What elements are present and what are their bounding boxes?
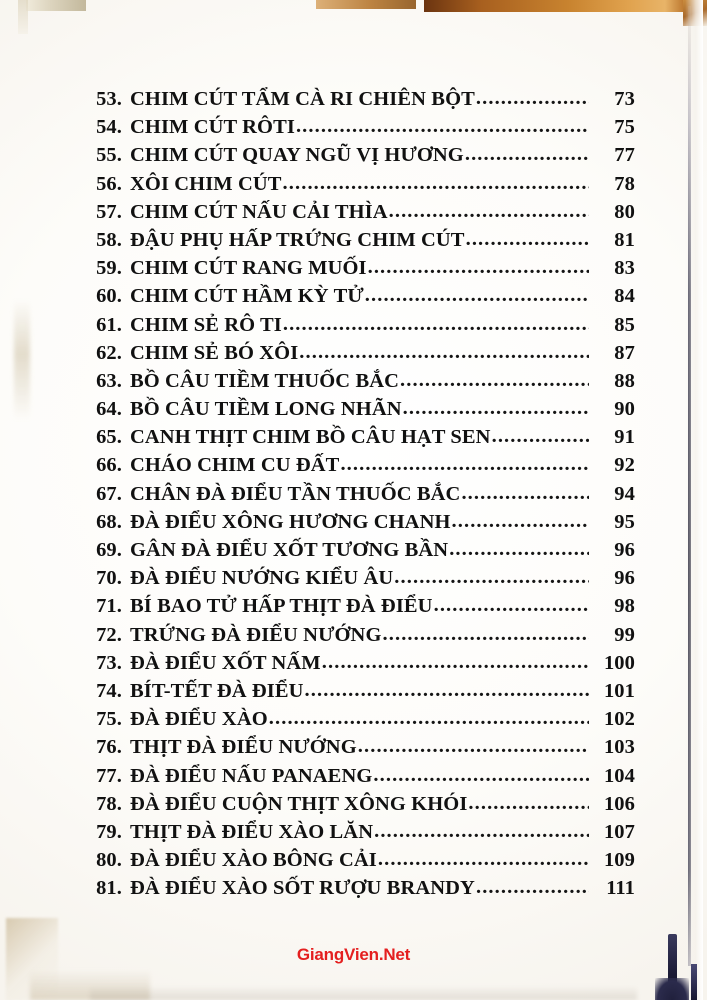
- toc-entry-leader-dots: [449, 538, 589, 561]
- toc-entry-leader-dots: [283, 172, 589, 195]
- toc-entry-title: ĐÀ ĐIỂU CUỘN THỊT XÔNG KHÓI: [130, 792, 468, 815]
- toc-entry: [0, 539, 707, 567]
- toc-entry-leader-dots: [299, 341, 589, 364]
- toc-entry-leader-dots: [389, 200, 589, 223]
- toc-entry-leader-dots: [452, 510, 589, 533]
- background-object-edge: [691, 964, 697, 1000]
- toc-entry-leader-dots: [365, 284, 589, 307]
- toc-entry-page-number: 95: [614, 510, 635, 533]
- toc-entry-title: THỊT ĐÀ ĐIỂU XÀO LĂN: [130, 820, 374, 843]
- toc-entry-leader-dots: [461, 482, 589, 505]
- toc-entry-title: ĐÀ ĐIỂU XÀO: [130, 708, 268, 731]
- toc-entry-title: BỒ CÂU TIỀM LONG NHÃN: [130, 398, 402, 421]
- toc-entry: [0, 793, 707, 821]
- toc-entry-leader-dots: [492, 425, 589, 448]
- toc-entry-number: 56 .: [96, 173, 122, 196]
- toc-entry-number: 55 .: [96, 144, 122, 167]
- toc-entry-number: 61 .: [96, 314, 122, 337]
- toc-entry-page-number: 100: [603, 651, 635, 674]
- toc-entry-page-number: 103: [603, 736, 635, 759]
- toc-entry-page-number: 84: [614, 285, 635, 308]
- toc-entry-number: 75 .: [96, 708, 122, 731]
- toc-entry-leader-dots: [368, 256, 589, 279]
- toc-entry-leader-dots: [476, 876, 589, 899]
- toc-entry: [0, 736, 707, 764]
- toc-entry-title: GÂN ĐÀ ĐIỂU XỐT TƯƠNG BẦN: [130, 539, 449, 561]
- toc-entry-leader-dots: [466, 228, 589, 251]
- toc-entry-title: BÍT-TẾT ĐÀ ĐIỂU: [130, 679, 304, 702]
- toc-entry: [0, 173, 707, 201]
- toc-entry-page-number: 90: [614, 398, 635, 421]
- toc-entry-leader-dots: [283, 313, 589, 336]
- toc-entry-page-number: 96: [614, 567, 635, 590]
- toc-entry-title: XÔI CHIM CÚT: [130, 172, 282, 195]
- toc-entry-page-number: 94: [614, 482, 635, 505]
- toc-entry-page-number: 83: [614, 257, 635, 280]
- toc-entry-number: 76 .: [96, 736, 122, 759]
- toc-entry-title: BÍ BAO TỬ HẤP THỊT ĐÀ ĐIỂU: [130, 595, 433, 618]
- toc-entry: [0, 116, 707, 144]
- toc-entry-number: 54 .: [96, 116, 122, 139]
- toc-entry-leader-dots: [340, 453, 589, 476]
- toc-entry-title: CANH THỊT CHIM BỒ CÂU HẠT SEN: [130, 426, 491, 449]
- toc-entry-number: 67 .: [96, 483, 122, 506]
- toc-entry-leader-dots: [400, 369, 589, 392]
- toc-entry-leader-dots: [383, 623, 589, 646]
- toc-entry: [0, 342, 707, 370]
- toc-entry-title: ĐÀ ĐIỂU XÔNG HƯƠNG CHANH: [130, 510, 451, 533]
- toc-entry-title: CHIM CÚT TẨM CÀ RI CHIÊN BỘT: [130, 88, 475, 110]
- toc-entry-title: ĐÀ ĐIỂU XÀO SỐT RƯỢU BRANDY: [130, 877, 475, 900]
- toc-entry-number: 53 .: [96, 88, 122, 111]
- toc-entry-number: 74 .: [96, 680, 122, 703]
- toc-entry-leader-dots: [358, 735, 589, 758]
- toc-entry-number: 81 .: [96, 877, 122, 900]
- toc-entry: [0, 454, 707, 482]
- toc-entry-number: 57 .: [96, 201, 122, 224]
- toc-entry-title: ĐÀ ĐIỂU NƯỚNG KIỂU ÂU: [130, 567, 394, 590]
- toc-entry: [0, 849, 707, 877]
- toc-entry-page-number: 96: [614, 539, 635, 561]
- toc-entry-page-number: 98: [614, 595, 635, 618]
- toc-entry-page-number: 111: [606, 877, 635, 900]
- toc-entry-page-number: 104: [603, 764, 635, 787]
- toc-entry-page-number: 73: [614, 88, 635, 110]
- toc-entry-leader-dots: [465, 143, 589, 166]
- toc-entry-leader-dots: [374, 820, 589, 843]
- toc-entry: [0, 314, 707, 342]
- toc-entry-number: 80 .: [96, 849, 122, 872]
- toc-entry-number: 79 .: [96, 821, 122, 844]
- toc-entry-title: BỒ CÂU TIỀM THUỐC BẮC: [130, 369, 400, 392]
- toc-entry-title: CHIM CÚT RANG MUỐI: [130, 257, 367, 280]
- toc-entry-leader-dots: [269, 707, 589, 730]
- toc-entry-number: 69 .: [96, 539, 122, 562]
- toc-entry-number: 58 .: [96, 229, 122, 252]
- toc-entry-leader-dots: [378, 848, 589, 871]
- toc-entry: [0, 483, 707, 511]
- toc-entry-title: ĐẬU PHỤ HẤP TRỨNG CHIM CÚT: [130, 228, 465, 251]
- toc-entry: [0, 398, 707, 426]
- toc-entry-number: 64 .: [96, 398, 122, 421]
- toc-entry-title: ĐÀ ĐIỂU XÀO BÔNG CẢI: [130, 849, 377, 872]
- book-edge-artifact-top-center: [316, 0, 416, 9]
- toc-entry-title: CHIM SẺ RÔ TI: [130, 313, 282, 336]
- toc-entry-page-number: 75: [614, 116, 635, 139]
- toc-entry-page-number: 109: [603, 849, 635, 872]
- toc-entry-number: 59 .: [96, 257, 122, 280]
- toc-entry-page-number: 107: [603, 820, 635, 843]
- book-spine-artifact-top-right: [424, 0, 686, 12]
- toc-entry-page-number: 85: [614, 313, 635, 336]
- toc-entry-number: 72 .: [96, 624, 122, 647]
- toc-entry-page-number: 88: [614, 369, 635, 392]
- toc-entry: [0, 370, 707, 398]
- toc-entry: [0, 765, 707, 793]
- toc-entry: [0, 201, 707, 229]
- toc-entry-title: CHÂN ĐÀ ĐIỂU TẦN THUỐC BẮC: [130, 482, 461, 505]
- toc-entry: [0, 821, 707, 849]
- toc-entry-number: 73 .: [96, 652, 122, 675]
- toc-entry: [0, 285, 707, 313]
- toc-entry-leader-dots: [296, 115, 589, 138]
- toc-entry-title: CHIM CÚT HẦM KỲ TỬ: [130, 285, 364, 308]
- table-of-contents: [0, 88, 707, 905]
- toc-entry-number: 78 .: [96, 793, 122, 816]
- toc-entry-leader-dots: [476, 87, 589, 110]
- toc-entry-page-number: 77: [614, 144, 635, 167]
- toc-entry-leader-dots: [434, 594, 589, 617]
- toc-entry-title: ĐÀ ĐIỂU XỐT NẤM: [130, 651, 321, 674]
- toc-entry-number: 60 .: [96, 285, 122, 308]
- page-edge-artifact-left: [18, 0, 28, 34]
- toc-entry: [0, 624, 707, 652]
- toc-entry: [0, 680, 707, 708]
- toc-entry-page-number: 92: [614, 454, 635, 477]
- book-edge-artifact-top-left: [26, 0, 86, 11]
- toc-entry-page-number: 101: [603, 679, 635, 702]
- toc-entry: [0, 595, 707, 623]
- toc-entry-number: 66 .: [96, 454, 122, 477]
- toc-entry: [0, 567, 707, 595]
- toc-entry-page-number: 80: [614, 200, 635, 223]
- toc-entry-leader-dots: [373, 764, 589, 787]
- toc-entry-page-number: 91: [614, 426, 635, 449]
- watermark-giangvien: GiangVien.Net: [296, 945, 411, 964]
- toc-entry-number: 71 .: [96, 595, 122, 618]
- toc-entry-page-number: 87: [614, 341, 635, 364]
- toc-entry-leader-dots: [403, 397, 589, 420]
- toc-entry: [0, 144, 707, 172]
- toc-entry-page-number: 78: [614, 172, 635, 195]
- toc-entry: [0, 511, 707, 539]
- toc-entry-leader-dots: [305, 679, 589, 702]
- toc-entry: [0, 257, 707, 285]
- toc-entry: [0, 88, 707, 116]
- toc-entry-title: TRỨNG ĐÀ ĐIỂU NƯỚNG: [130, 623, 382, 646]
- toc-entry-leader-dots: [468, 792, 589, 815]
- toc-entry-title: CHIM CÚT QUAY NGŨ VỊ HƯƠNG: [130, 144, 464, 167]
- toc-entry: [0, 708, 707, 736]
- toc-entry-page-number: 99: [614, 623, 635, 646]
- toc-entry-leader-dots: [322, 651, 589, 674]
- toc-entry: [0, 426, 707, 454]
- toc-entry-number: 70 .: [96, 567, 122, 590]
- toc-entry-number: 63 .: [96, 370, 122, 393]
- toc-entry-page-number: 81: [614, 228, 635, 251]
- toc-entry-number: 77 .: [96, 765, 122, 788]
- toc-entry-title: CHÁO CHIM CU ĐẤT: [130, 454, 340, 477]
- background-object-bottom-right: [645, 934, 701, 1000]
- toc-entry: [0, 877, 707, 905]
- toc-entry-number: 68 .: [96, 511, 122, 534]
- toc-entry-title: CHIM CÚT RÔTI: [130, 116, 295, 139]
- toc-entry-number: 65 .: [96, 426, 122, 449]
- toc-entry-number: 62 .: [96, 342, 122, 365]
- page-bottom-shadow: [90, 986, 637, 1000]
- toc-entry-page-number: 106: [603, 792, 635, 815]
- toc-entry-page-number: 102: [603, 708, 635, 731]
- toc-entry-title: THỊT ĐÀ ĐIỂU NƯỚNG: [130, 736, 357, 759]
- toc-entry-title: ĐÀ ĐIỂU NẤU PANAENG: [130, 764, 373, 787]
- toc-entry: [0, 229, 707, 257]
- toc-entry-leader-dots: [394, 566, 589, 589]
- toc-entry-title: CHIM CÚT NẤU CẢI THÌA: [130, 200, 388, 223]
- toc-entry: [0, 652, 707, 680]
- background-object-base: [655, 978, 689, 1000]
- toc-entry-title: CHIM SẺ BÓ XÔI: [130, 341, 299, 364]
